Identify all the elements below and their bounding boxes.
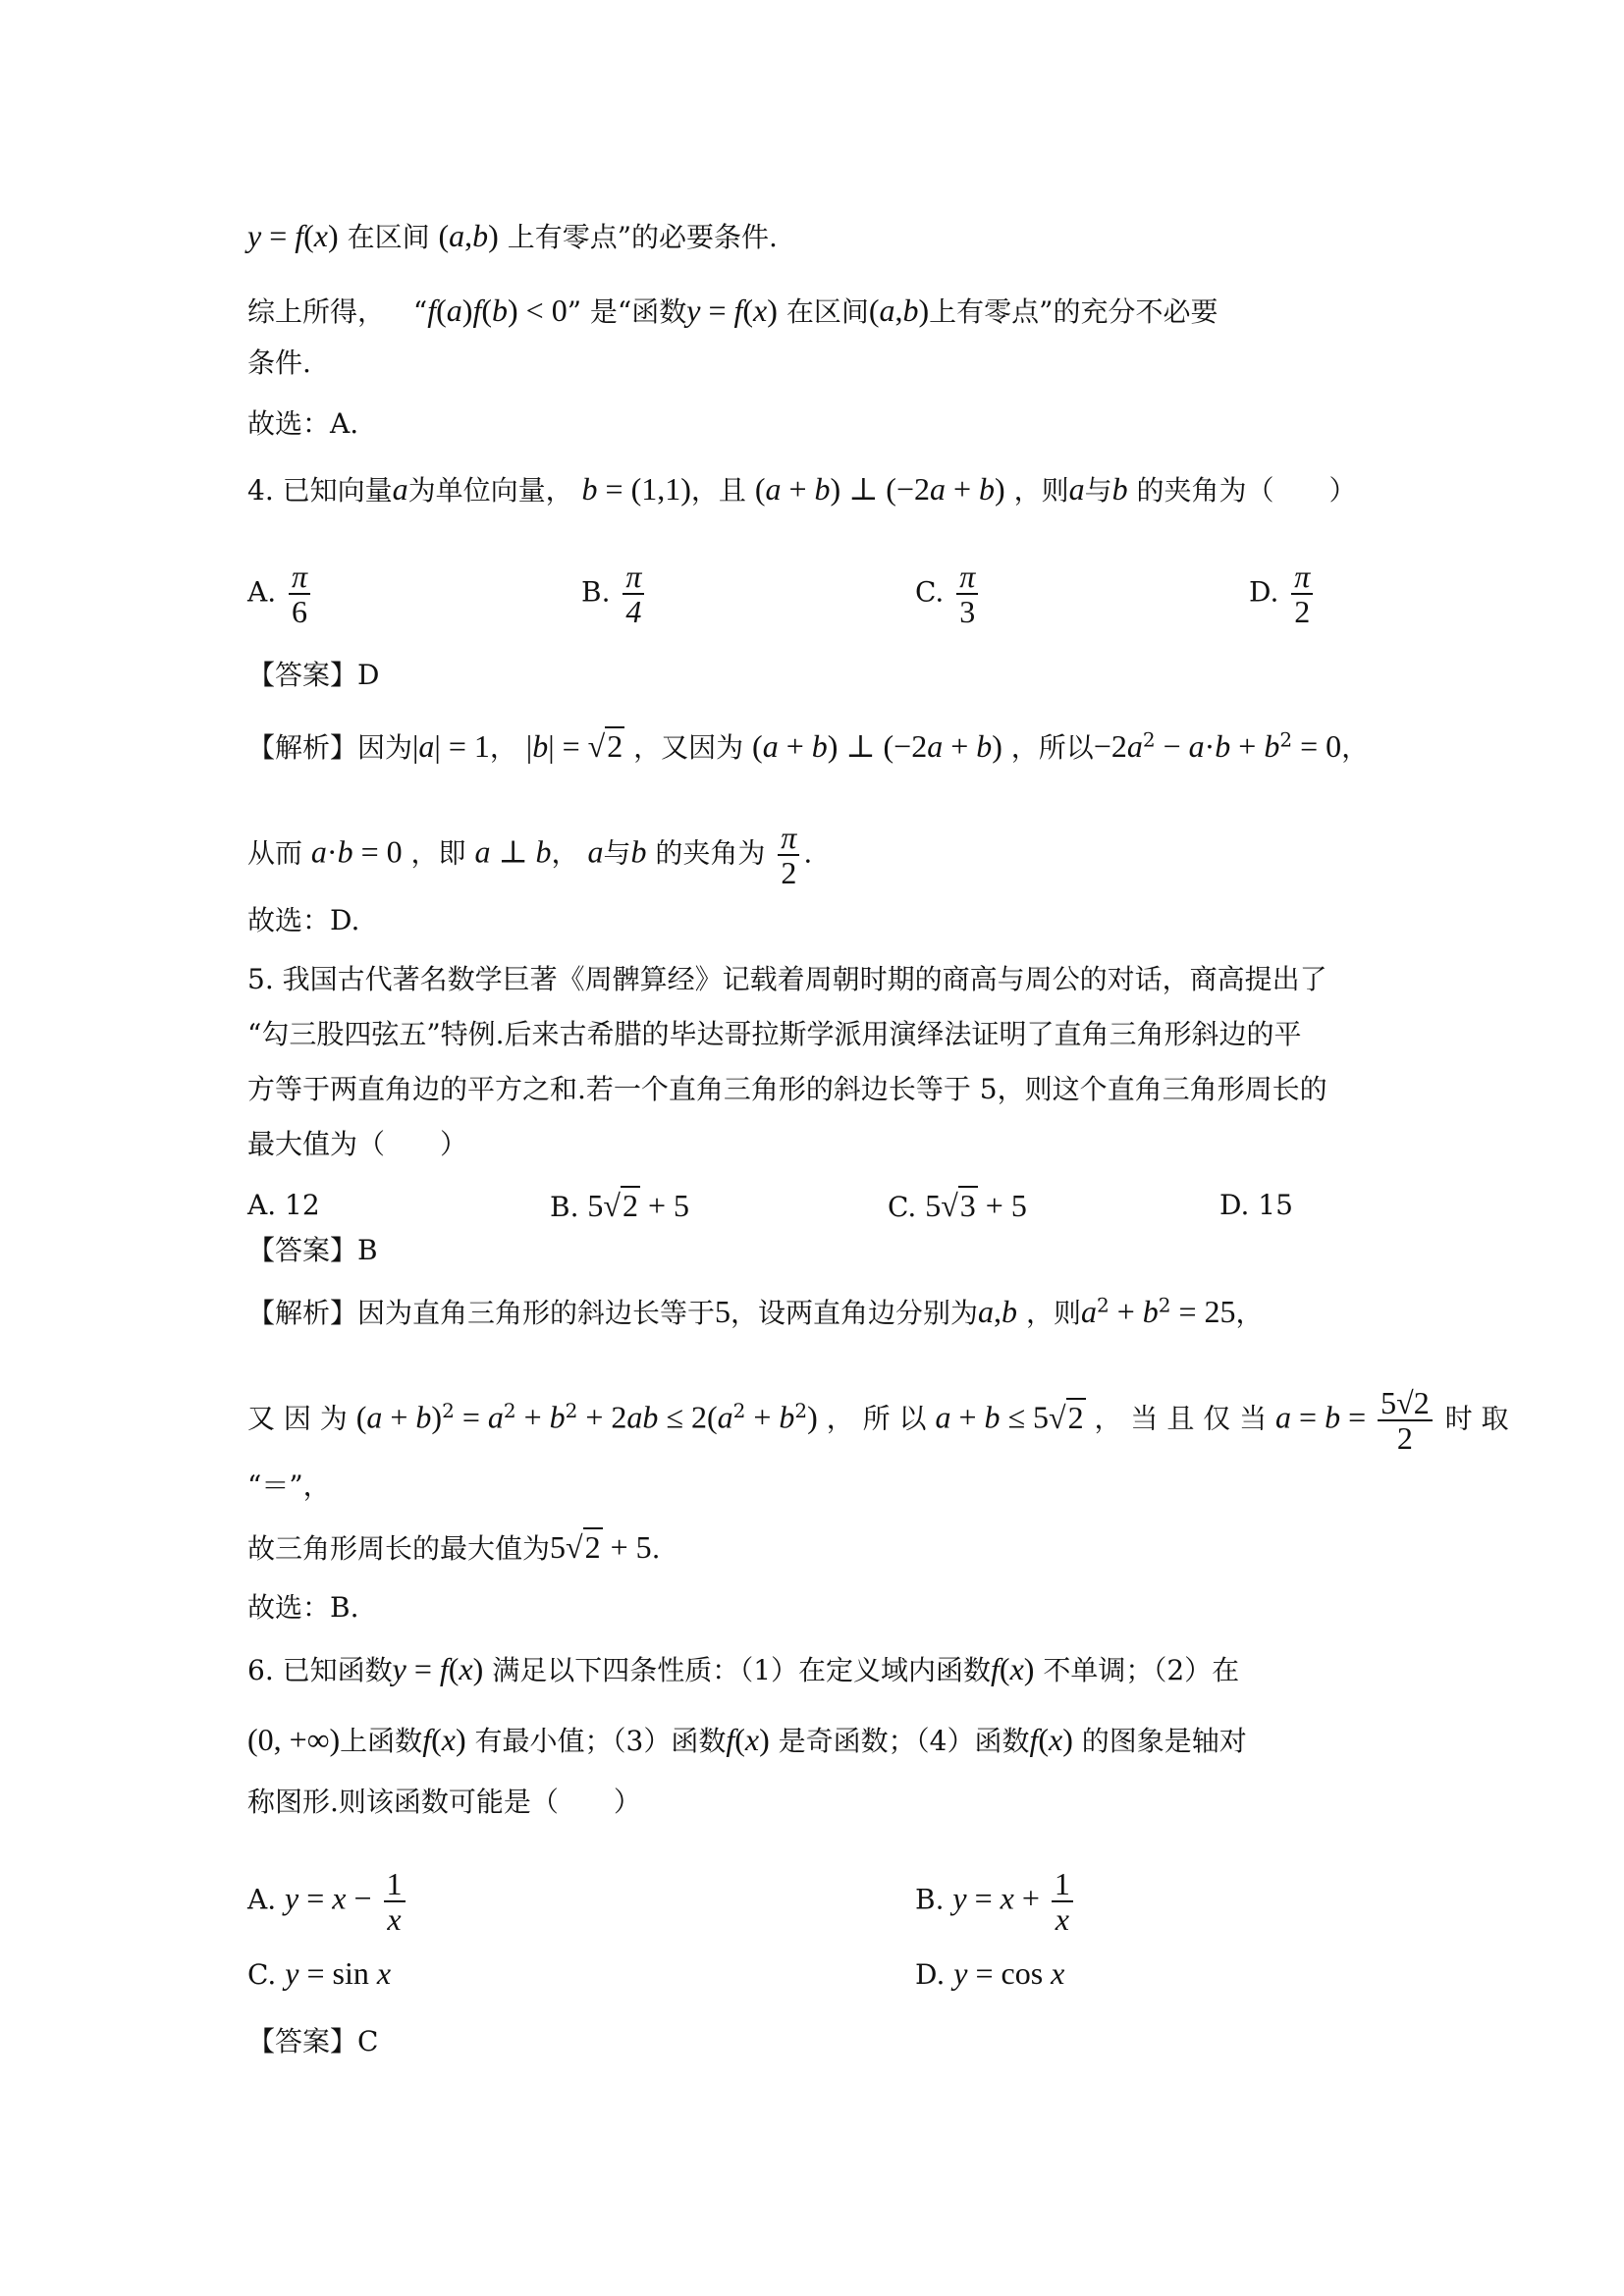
q6-stem-3: 称图形.则该函数可能是（ ） <box>247 1786 641 1818</box>
q5-option-a: A. 12 <box>247 1189 320 1221</box>
q4-option-a: A. $\frac{\pi}{6}$ <box>247 560 314 628</box>
q5-stem-1: 5. 我国古代著名数学巨著《周髀算经》记载着周朝时期的商高与周公的对话，商高提出了 <box>247 963 1327 995</box>
prev-choose: 故选：A. <box>247 407 359 440</box>
q5-option-c: C. 5√3 + 5 <box>888 1188 1027 1223</box>
q5-option-d: D. 15 <box>1219 1189 1293 1221</box>
q5-stem-2: “勾三股四弦五”特例.后来古希腊的毕达哥拉斯学派用演绎法证明了直角三角形斜边的平 <box>247 1018 1302 1050</box>
q6-answer: 【答案】C <box>247 2025 379 2057</box>
q5-analysis-2: 又 因 为 $(a + b)^2 = a^2 + b^2 + 2ab \le 2(a^2 + b^2)$ ， 所 以 a + b ≤ 5√2 ， 当 且 仅 当 a = b = $\frac{5√2}{2}$ 时 取 <box>247 1385 1509 1456</box>
q4-option-c: C. $\frac{\pi}{3}$ <box>915 560 982 628</box>
q6-stem-2: (0, +∞)上函数f(x) 有最小值；（3）函数f(x) 是奇函数；（4）函数f(x) 的图象是轴对 <box>247 1722 1247 1757</box>
q4-choose: 故选：D. <box>247 904 360 936</box>
q5-analysis-1: 【解析】因为直角三角形的斜边长等于5，设两直角边分别为a,b ，则$a^2 + b^2 = 25$， <box>247 1293 1264 1329</box>
q4-option-b: B. $\frac{\pi}{4}$ <box>581 560 648 628</box>
q5-stem-3: 方等于两直角边的平方之和.若一个直角三角形的斜边长等于 5，则这个直角三角形周长的 <box>247 1073 1327 1105</box>
q6-option-c: C. y = sin x <box>247 1955 392 1991</box>
q5-option-b: B. 5√2 + 5 <box>550 1188 689 1223</box>
q6-option-d: D. y = cos x <box>915 1955 1065 1991</box>
q5-answer: 【答案】B <box>247 1234 378 1266</box>
q6-stem-1: 6. 已知函数y = f(x) 满足以下四条性质：（1）在定义域内函数f(x) 不单调；（2）在 <box>247 1651 1240 1686</box>
prev-summary: 综上所得， “f(a)f(b) < 0” 是“函数y = f(x) 在区间(a,b)上有零点”的充分不必要 <box>247 293 1218 328</box>
q6-option-a: A. y = x − $\frac{1}{x}$ <box>247 1867 409 1936</box>
q4-analysis-2: 从而 a·b = 0 ，即 a ⊥ b， a与b 的夹角为 $\frac{\pi}{2}$ . <box>247 820 813 890</box>
q5-analysis-3: “＝”， <box>247 1469 331 1502</box>
prev-summary-cont: 条件. <box>247 347 311 379</box>
q4-stem: 4. 已知向量a为单位向量， b = (1,1)，且 (a + b) ⊥ (−2a + b) ，则a与b 的夹角为（ ） <box>247 471 1357 507</box>
q5-choose: 故选：B. <box>247 1591 359 1624</box>
q6-option-b: B. y = x + $\frac{1}{x}$ <box>915 1867 1077 1936</box>
prev-line-1: y = f(x) 在区间 (a,b) 上有零点”的必要条件. <box>247 218 778 253</box>
q4-analysis-1: 【解析】因为|a| = 1， |b| = √2 ，又因为 (a + b) ⊥ (−2a + b) ，所以$-2a^2 - a\cdot b + b^2 = 0$， <box>247 727 1370 764</box>
q4-answer: 【答案】D <box>247 659 380 691</box>
q4-option-d: D. $\frac{\pi}{2}$ <box>1249 560 1317 628</box>
q5-analysis-4: 故三角形周长的最大值为5√2 + 5. <box>247 1529 661 1565</box>
q5-stem-4: 最大值为（ ） <box>247 1128 468 1160</box>
